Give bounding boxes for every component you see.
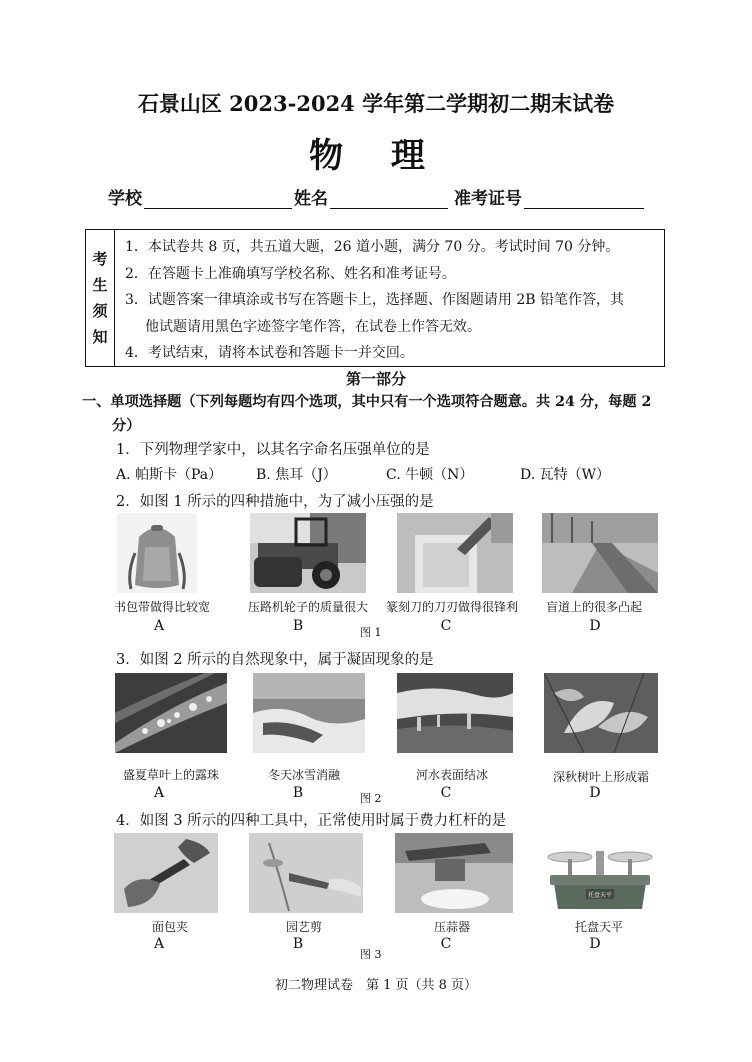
notice-line: 他试题请用黑色字迹签字笔作答，在试卷上作答无效。	[145, 318, 481, 335]
garlic-press-image	[395, 833, 513, 913]
notice-box	[85, 229, 665, 367]
river-ice-image	[397, 673, 513, 753]
balance-brand-label: 托盘天平	[587, 892, 613, 899]
figure-3-caption-a: 面包夹	[151, 920, 188, 934]
school-blank[interactable]	[144, 190, 292, 209]
figure-3-letter-b: B	[292, 936, 304, 952]
page-footer: 初二物理试卷 第 1 页（共 8 页）	[274, 978, 478, 993]
notice-head-char: 考	[92, 250, 108, 268]
section-line: 一、单项选择题（下列每题均有四个选项，其中只有一个选项符合题意。共 24 分，每题 2	[82, 394, 652, 410]
notice-heading	[86, 230, 115, 366]
figure-2-letter-c: C	[440, 785, 452, 801]
option-d[interactable]: D. 瓦特（W）	[520, 467, 611, 483]
subject-title: 物 理	[309, 136, 443, 176]
notice-head-char: 知	[92, 328, 108, 346]
notice-head-char: 须	[92, 302, 108, 320]
figure-1-letter-d: D	[589, 618, 601, 634]
question-1-stem: 1．下列物理学家中，以其名字命名压强单位的是	[116, 442, 430, 458]
figure-1-caption-b: 压路机轮子的质量很大	[247, 600, 368, 614]
figure-2-letter-b: B	[292, 785, 304, 801]
figure-1-label: 图 1	[360, 626, 382, 639]
school-label: 学校	[108, 189, 142, 209]
dew-drops-image	[115, 673, 227, 753]
figure-1-letter-b: B	[292, 618, 304, 634]
road-roller-image	[250, 513, 366, 593]
balance-scale-image	[542, 833, 658, 913]
figure-1-caption-a: 书包带做得比较宽	[113, 600, 210, 614]
option-a[interactable]: A. 帕斯卡（Pa）	[116, 467, 223, 483]
backpack-image	[117, 513, 197, 593]
figure-2-letter-a: A	[153, 785, 165, 801]
section-line: 分）	[112, 418, 141, 434]
figure-1-letter-c: C	[440, 618, 452, 634]
figure-3-letter-c: C	[440, 936, 452, 952]
figure-2-label: 图 2	[360, 792, 382, 805]
name-blank[interactable]	[330, 190, 448, 209]
part-title: 第一部分	[345, 370, 406, 388]
figure-2-caption-a: 盛夏草叶上的露珠	[122, 768, 219, 782]
frost-leaves-image	[544, 673, 658, 753]
exam-title: 石景山区 2023-2024 学年第二学期初二期末试卷	[137, 91, 615, 116]
garden-shears-image	[249, 833, 363, 913]
figure-3-caption-c: 压蒜器	[433, 920, 470, 934]
melting-snow-image	[253, 673, 365, 753]
figure-2-caption-d: 深秋树叶上形成霜	[552, 770, 649, 784]
option-c[interactable]: C. 牛顿（N）	[386, 467, 474, 483]
bread-tongs-image	[114, 833, 218, 913]
notice-line: 1．本试卷共 8 页，共五道大题，26 道小题，满分 70 分。考试时间 70 分钟。	[125, 239, 620, 255]
carving-knife-image	[397, 513, 513, 593]
figure-2-caption-b: 冬天冰雪消融	[267, 768, 340, 782]
question-2-stem: 2．如图 1 所示的四种措施中，为了减小压强的是	[116, 494, 434, 510]
tactile-paving-image	[542, 513, 658, 593]
question-1-options	[116, 464, 650, 484]
exam-no-label: 准考证号	[454, 189, 522, 209]
question-4-stem: 4．如图 3 所示的四种工具中，正常使用时属于费力杠杆的是	[116, 813, 507, 829]
figure-3-letter-d: D	[589, 936, 601, 952]
figure-1-caption-c: 篆刻刀的刀刃做得很锋利	[385, 600, 518, 614]
figure-3-caption-b: 园艺剪	[285, 920, 322, 934]
figure-2-caption-c: 河水表面结冰	[415, 768, 488, 782]
student-info-fields	[108, 184, 646, 209]
notice-line: 4．考试结束，请将本试卷和答题卡一并交回。	[125, 345, 414, 361]
exam-no-blank[interactable]	[524, 190, 644, 209]
name-label: 姓名	[294, 189, 328, 209]
figure-3-caption-d: 托盘天平	[574, 920, 623, 934]
question-3-stem: 3．如图 2 所示的自然现象中，属于凝固现象的是	[116, 652, 434, 668]
section-heading	[82, 390, 682, 438]
notice-line: 3．试题答案一律填涂或书写在答题卡上，选择题、作图题请用 2B 铅笔作答，其	[125, 292, 625, 308]
notice-head-char: 生	[92, 276, 108, 294]
figure-3-label: 图 3	[360, 948, 382, 961]
figure-3-letter-a: A	[153, 936, 165, 952]
option-b[interactable]: B. 焦耳（J）	[256, 467, 337, 483]
notice-body	[115, 230, 624, 366]
figure-2-letter-d: D	[589, 785, 601, 801]
notice-line: 2．在答题卡上准确填写学校名称、姓名和准考证号。	[125, 265, 456, 282]
figure-1-caption-d: 盲道上的很多凸起	[545, 600, 642, 614]
figure-1-letter-a: A	[153, 618, 165, 634]
